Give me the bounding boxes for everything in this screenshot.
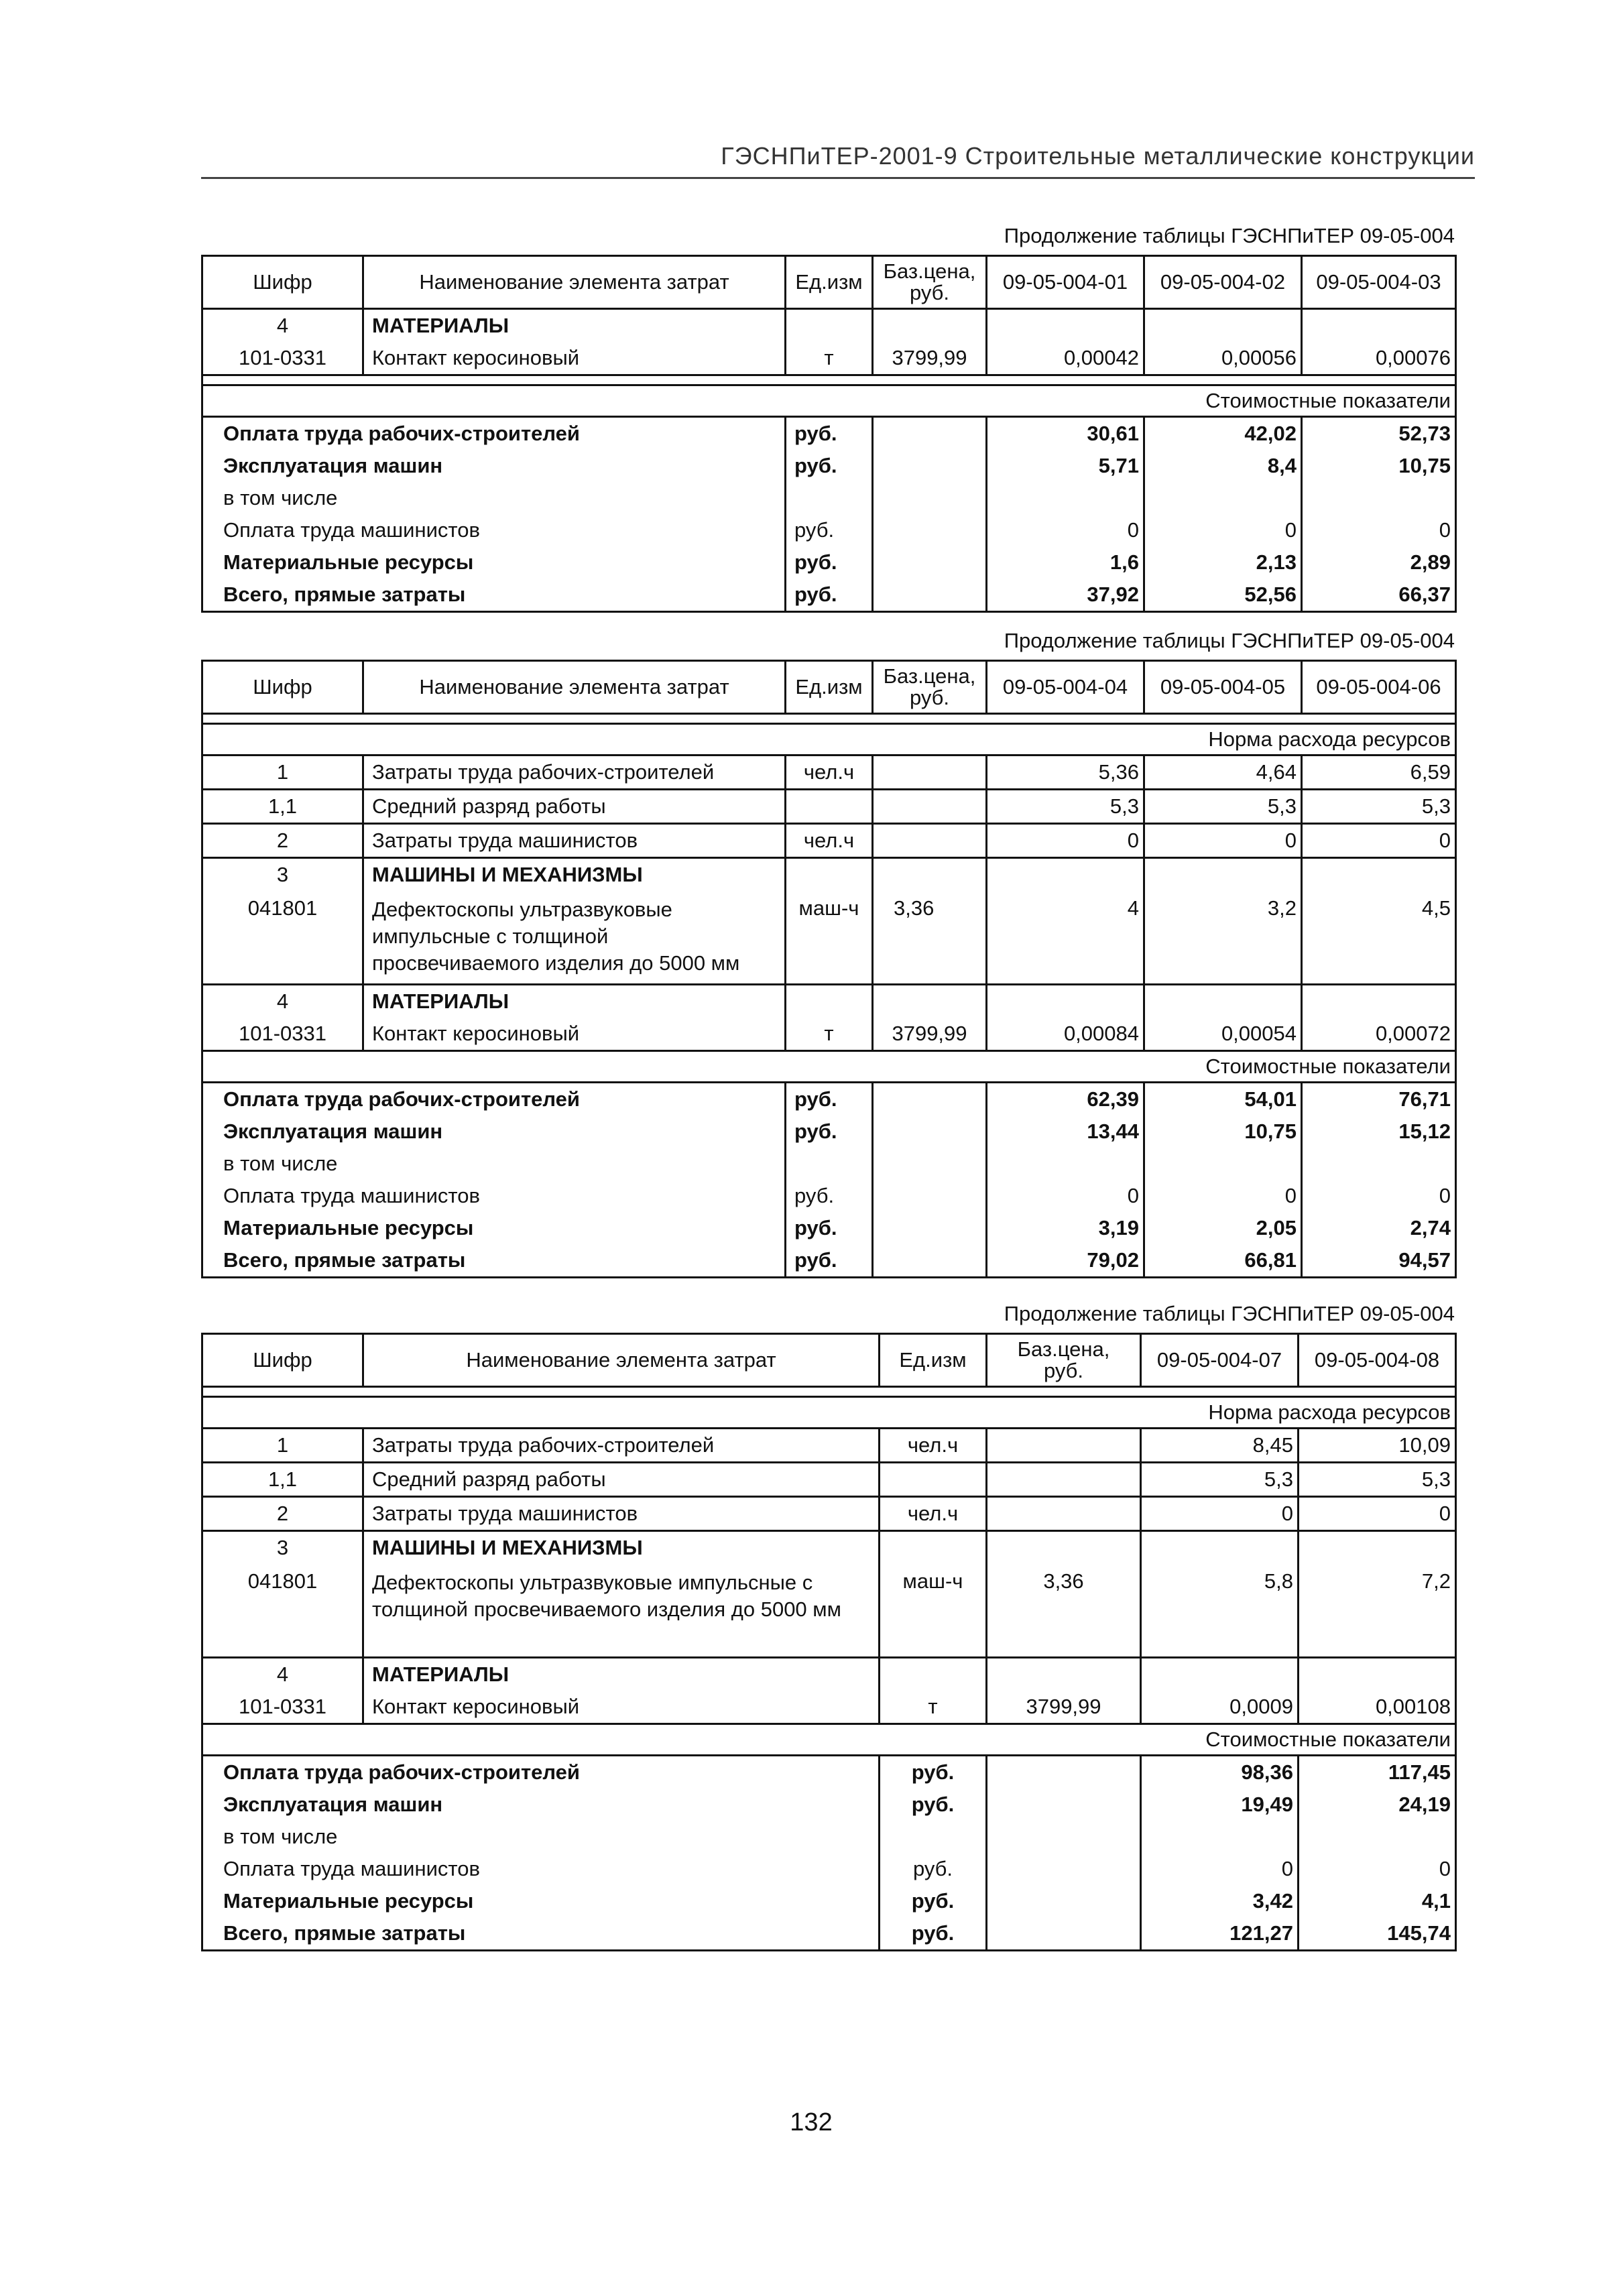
cost-row (202, 1148, 1456, 1180)
cost-name: Материальные ресурсы (202, 546, 786, 579)
cost-row (202, 579, 1456, 612)
row-code: 2 (202, 824, 363, 858)
col-header-shifr: Шифр (202, 1334, 363, 1387)
row-value: 0 (1141, 1497, 1299, 1531)
row-code: 101-0331 (202, 1018, 363, 1051)
col-header-code: 09-05-004-02 (1144, 256, 1302, 309)
cost-unit (786, 482, 873, 514)
cost-value: 3,42 (1141, 1885, 1299, 1917)
row-code: 101-0331 (202, 1691, 363, 1724)
spacer-row (202, 714, 1456, 724)
cost-row (202, 417, 1456, 450)
row-code: 4 (202, 309, 363, 343)
table-row (202, 891, 1456, 985)
row-value: 5,3 (1144, 790, 1302, 824)
cost-price (873, 1115, 987, 1148)
row-code: 1 (202, 1429, 363, 1463)
table-row (202, 1497, 1456, 1531)
col-header-code: 09-05-004-07 (1141, 1334, 1299, 1387)
cost-value: 0 (1141, 1853, 1299, 1885)
cost-value (1302, 482, 1456, 514)
row-value: 5,8 (1141, 1564, 1299, 1658)
resource-norm-label: Норма расхода ресурсов (202, 1397, 1456, 1429)
col-header-code: 09-05-004-03 (1302, 256, 1456, 309)
row-price (987, 1497, 1141, 1531)
col-header-code: 09-05-004-04 (987, 661, 1144, 714)
cost-row (202, 1212, 1456, 1244)
cost-name: Всего, прямые затраты (202, 579, 786, 612)
row-unit (786, 309, 873, 343)
row-price (873, 985, 987, 1018)
row-value (1144, 858, 1302, 892)
row-code: 1,1 (202, 790, 363, 824)
cost-indicators-label: Стоимостные показатели (202, 1724, 1456, 1756)
page-number: 132 (790, 2108, 833, 2136)
cost-value: 52,73 (1302, 417, 1456, 450)
cost-name: Всего, прямые затраты (202, 1917, 880, 1951)
cost-value: 0 (1144, 514, 1302, 546)
cost-name: Оплата труда рабочих-строителей (202, 1756, 880, 1789)
cost-value: 145,74 (1299, 1917, 1456, 1951)
cost-value: 4,1 (1299, 1885, 1456, 1917)
row-name: МАТЕРИАЛЫ (363, 309, 786, 343)
cost-value: 117,45 (1299, 1756, 1456, 1789)
row-name: Контакт керосиновый (363, 1691, 880, 1724)
col-header-code: 09-05-004-08 (1299, 1334, 1456, 1387)
cost-name: Оплата труда машинистов (202, 1180, 786, 1212)
cost-unit: руб. (786, 1083, 873, 1116)
row-unit (786, 985, 873, 1018)
row-value (987, 985, 1144, 1018)
row-value (1141, 1531, 1299, 1565)
header-rule (201, 177, 1475, 179)
row-value (1302, 858, 1456, 892)
row-unit: т (880, 1691, 987, 1724)
cost-row (202, 1244, 1456, 1278)
row-value: 7,2 (1299, 1564, 1456, 1658)
row-value: 3,2 (1144, 891, 1302, 985)
cost-value: 1,6 (987, 546, 1144, 579)
row-value (1302, 309, 1456, 343)
row-value (1302, 985, 1456, 1018)
row-value (1299, 1658, 1456, 1691)
table-row (202, 858, 1456, 892)
table-caption: Продолжение таблицы ГЭСНПиТЕР 09-05-004 (1004, 629, 1455, 652)
cost-value: 0 (1299, 1853, 1456, 1885)
cost-value: 5,71 (987, 450, 1144, 482)
cost-value: 0 (1302, 1180, 1456, 1212)
row-price (987, 1429, 1141, 1463)
row-unit: маш-ч (880, 1564, 987, 1658)
row-price (873, 858, 987, 892)
row-value: 10,09 (1299, 1429, 1456, 1463)
col-header-name: Наименование элемента затрат (363, 256, 786, 309)
cost-row (202, 1789, 1456, 1821)
row-unit: чел.ч (880, 1497, 987, 1531)
cost-value: 0 (987, 514, 1144, 546)
row-price: 3799,99 (987, 1691, 1141, 1724)
row-value: 0,00042 (987, 342, 1144, 375)
col-header-price: Баз.цена, руб. (873, 256, 987, 309)
table-row (202, 342, 1456, 375)
row-unit: чел.ч (880, 1429, 987, 1463)
cost-value: 76,71 (1302, 1083, 1456, 1116)
row-price (873, 790, 987, 824)
cost-price (873, 579, 987, 612)
cost-unit: руб. (880, 1853, 987, 1885)
table-row (202, 790, 1456, 824)
row-code: 4 (202, 1658, 363, 1691)
row-value (987, 858, 1144, 892)
row-code: 101-0331 (202, 342, 363, 375)
cost-value: 98,36 (1141, 1756, 1299, 1789)
col-header-price: Баз.цена, руб. (987, 1334, 1141, 1387)
row-name: Контакт керосиновый (363, 342, 786, 375)
row-price (987, 1531, 1141, 1565)
row-value: 0,00076 (1302, 342, 1456, 375)
row-name: Затраты труда рабочих-строителей (363, 756, 786, 790)
cost-name: Оплата труда рабочих-строителей (202, 1083, 786, 1116)
cost-unit: руб. (880, 1917, 987, 1951)
cost-name: в том числе (202, 1148, 786, 1180)
row-code: 1 (202, 756, 363, 790)
cost-value (1144, 1148, 1302, 1180)
cost-row (202, 482, 1456, 514)
row-price (873, 309, 987, 343)
row-value: 0,00056 (1144, 342, 1302, 375)
spacer-row (202, 375, 1456, 385)
table-row (202, 1658, 1456, 1691)
row-unit (880, 1463, 987, 1497)
cost-name: в том числе (202, 482, 786, 514)
row-code: 041801 (202, 1564, 363, 1658)
cost-price (987, 1853, 1141, 1885)
row-value: 4,64 (1144, 756, 1302, 790)
row-unit: т (786, 1018, 873, 1051)
table-row (202, 824, 1456, 858)
row-value: 5,3 (1302, 790, 1456, 824)
cost-value (987, 482, 1144, 514)
row-value: 5,36 (987, 756, 1144, 790)
cost-price (987, 1821, 1141, 1853)
cost-row (202, 546, 1456, 579)
cost-unit: руб. (880, 1756, 987, 1789)
row-value: 0 (1302, 824, 1456, 858)
table-row (202, 1564, 1456, 1658)
row-value: 5,3 (1299, 1463, 1456, 1497)
table-row (202, 1531, 1456, 1565)
col-header-name: Наименование элемента затрат (363, 1334, 880, 1387)
row-code: 4 (202, 985, 363, 1018)
cost-price (873, 450, 987, 482)
row-unit: т (786, 342, 873, 375)
cost-name: в том числе (202, 1821, 880, 1853)
cost-unit: руб. (880, 1789, 987, 1821)
row-name: Контакт керосиновый (363, 1018, 786, 1051)
col-header-shifr: Шифр (202, 661, 363, 714)
section-row (202, 1397, 1456, 1429)
cost-price (873, 482, 987, 514)
section-row (202, 724, 1456, 756)
row-price (987, 1463, 1141, 1497)
col-header-code: 09-05-004-06 (1302, 661, 1456, 714)
table-row (202, 1429, 1456, 1463)
cost-value: 52,56 (1144, 579, 1302, 612)
row-value (1144, 985, 1302, 1018)
row-name: Затраты труда машинистов (363, 824, 786, 858)
row-value (987, 309, 1144, 343)
col-header-unit: Ед.изм (786, 661, 873, 714)
cost-row (202, 1917, 1456, 1951)
row-value: 5,3 (987, 790, 1144, 824)
cost-value: 62,39 (987, 1083, 1144, 1116)
table-caption: Продолжение таблицы ГЭСНПиТЕР 09-05-004 (1004, 1302, 1455, 1325)
row-value: 0 (1299, 1497, 1456, 1531)
cost-name: Эксплуатация машин (202, 1789, 880, 1821)
cost-row (202, 514, 1456, 546)
table-row (202, 985, 1456, 1018)
cost-price (873, 1180, 987, 1212)
row-price: 3,36 (873, 891, 987, 985)
row-value: 0,0009 (1141, 1691, 1299, 1724)
cost-price (987, 1789, 1141, 1821)
table-row (202, 309, 1456, 343)
row-value: 4 (987, 891, 1144, 985)
cost-unit: руб. (786, 1180, 873, 1212)
cost-price (873, 1212, 987, 1244)
cost-unit: руб. (786, 546, 873, 579)
row-name: МАШИНЫ И МЕХАНИЗМЫ (363, 858, 786, 892)
row-code: 3 (202, 858, 363, 892)
document-header: ГЭСНПиТЕР-2001-9 Строительные металлические конструкции (721, 142, 1475, 170)
row-value: 0,00084 (987, 1018, 1144, 1051)
cost-name: Оплата труда рабочих-строителей (202, 417, 786, 450)
cost-unit: руб. (786, 1212, 873, 1244)
section-row (202, 385, 1456, 417)
cost-value (1302, 1148, 1456, 1180)
cost-unit (786, 1148, 873, 1180)
row-name: МАТЕРИАЛЫ (363, 985, 786, 1018)
norms-table-1 (201, 255, 1457, 613)
cost-indicators-label: Стоимостные показатели (202, 1051, 1456, 1083)
row-code: 2 (202, 1497, 363, 1531)
table-row (202, 1018, 1456, 1051)
col-header-code: 09-05-004-05 (1144, 661, 1302, 714)
cost-row (202, 1180, 1456, 1212)
section-row (202, 1051, 1456, 1083)
cost-price (873, 1148, 987, 1180)
row-code: 3 (202, 1531, 363, 1565)
cost-value: 8,4 (1144, 450, 1302, 482)
row-unit (880, 1531, 987, 1565)
row-value: 0,00054 (1144, 1018, 1302, 1051)
row-price (987, 1658, 1141, 1691)
row-name: Средний разряд работы (363, 1463, 880, 1497)
table-row (202, 756, 1456, 790)
cost-value (1144, 482, 1302, 514)
cost-value: 0 (1144, 1180, 1302, 1212)
cost-row (202, 1083, 1456, 1116)
cost-row (202, 1756, 1456, 1789)
cost-value: 66,37 (1302, 579, 1456, 612)
cost-value: 42,02 (1144, 417, 1302, 450)
row-name: Затраты труда рабочих-строителей (363, 1429, 880, 1463)
cost-price (987, 1756, 1141, 1789)
cost-value: 0 (987, 1180, 1144, 1212)
row-name: Дефектоскопы ультразвуковые импульсные с толщиной просвечиваемого изделия до 5000 мм (363, 1564, 880, 1658)
row-value (1144, 309, 1302, 343)
cost-name: Материальные ресурсы (202, 1212, 786, 1244)
row-value: 6,59 (1302, 756, 1456, 790)
row-value: 8,45 (1141, 1429, 1299, 1463)
cost-value: 10,75 (1302, 450, 1456, 482)
cost-name: Эксплуатация машин (202, 450, 786, 482)
cost-indicators-label: Стоимостные показатели (202, 385, 1456, 417)
cost-value: 54,01 (1144, 1083, 1302, 1116)
row-name: Средний разряд работы (363, 790, 786, 824)
norms-table-3 (201, 1333, 1457, 1951)
row-unit (880, 1658, 987, 1691)
cost-price (873, 514, 987, 546)
row-value (1141, 1658, 1299, 1691)
cost-value: 30,61 (987, 417, 1144, 450)
row-unit: маш-ч (786, 891, 873, 985)
table-header-row (202, 661, 1456, 714)
cost-value: 94,57 (1302, 1244, 1456, 1278)
table-row (202, 1463, 1456, 1497)
cost-value: 121,27 (1141, 1917, 1299, 1951)
row-price (873, 756, 987, 790)
table-row (202, 1691, 1456, 1724)
row-code: 041801 (202, 891, 363, 985)
row-price: 3799,99 (873, 342, 987, 375)
row-price (873, 824, 987, 858)
cost-value: 79,02 (987, 1244, 1144, 1278)
col-header-unit: Ед.изм (880, 1334, 987, 1387)
cost-unit: руб. (786, 579, 873, 612)
cost-name: Всего, прямые затраты (202, 1244, 786, 1278)
cost-value: 15,12 (1302, 1115, 1456, 1148)
cost-row (202, 1821, 1456, 1853)
norms-table-2 (201, 660, 1457, 1278)
cost-unit: руб. (786, 417, 873, 450)
cost-value (1299, 1821, 1456, 1853)
row-value (1299, 1531, 1456, 1565)
cost-price (987, 1917, 1141, 1951)
cost-price (873, 417, 987, 450)
resource-norm-label: Норма расхода ресурсов (202, 724, 1456, 756)
table-header-row (202, 256, 1456, 309)
cost-row (202, 1885, 1456, 1917)
cost-unit (880, 1821, 987, 1853)
cost-value: 24,19 (1299, 1789, 1456, 1821)
cost-unit: руб. (786, 1244, 873, 1278)
row-price: 3799,99 (873, 1018, 987, 1051)
row-value: 5,3 (1141, 1463, 1299, 1497)
cost-name: Материальные ресурсы (202, 1885, 880, 1917)
cost-name: Эксплуатация машин (202, 1115, 786, 1148)
row-name: Дефектоскопы ультразвуковые импульсные с толщиной просвечиваемого изделия до 5000 мм (363, 891, 786, 985)
cost-value: 2,05 (1144, 1212, 1302, 1244)
table-caption: Продолжение таблицы ГЭСНПиТЕР 09-05-004 (1004, 224, 1455, 247)
cost-value (987, 1148, 1144, 1180)
cost-row (202, 450, 1456, 482)
cost-value: 10,75 (1144, 1115, 1302, 1148)
col-header-shifr: Шифр (202, 256, 363, 309)
row-unit (786, 858, 873, 892)
row-code: 1,1 (202, 1463, 363, 1497)
cost-value: 3,19 (987, 1212, 1144, 1244)
row-name: Затраты труда машинистов (363, 1497, 880, 1531)
row-value: 0,00072 (1302, 1018, 1456, 1051)
col-header-price: Баз.цена, руб. (873, 661, 987, 714)
cost-unit: руб. (786, 1115, 873, 1148)
row-value: 0 (987, 824, 1144, 858)
cost-value: 37,92 (987, 579, 1144, 612)
cost-value (1141, 1821, 1299, 1853)
cost-value: 66,81 (1144, 1244, 1302, 1278)
cost-name: Оплата труда машинистов (202, 1853, 880, 1885)
row-name: МАШИНЫ И МЕХАНИЗМЫ (363, 1531, 880, 1565)
cost-name: Оплата труда машинистов (202, 514, 786, 546)
cost-row (202, 1115, 1456, 1148)
row-price: 3,36 (987, 1564, 1141, 1658)
row-value: 0 (1144, 824, 1302, 858)
row-unit: чел.ч (786, 756, 873, 790)
cost-value: 13,44 (987, 1115, 1144, 1148)
cost-unit: руб. (786, 450, 873, 482)
col-header-code: 09-05-004-01 (987, 256, 1144, 309)
col-header-name: Наименование элемента затрат (363, 661, 786, 714)
cost-value: 2,74 (1302, 1212, 1456, 1244)
row-unit (786, 790, 873, 824)
col-header-unit: Ед.изм (786, 256, 873, 309)
cost-price (873, 1244, 987, 1278)
section-row (202, 1724, 1456, 1756)
row-unit: чел.ч (786, 824, 873, 858)
cost-price (987, 1885, 1141, 1917)
row-name: МАТЕРИАЛЫ (363, 1658, 880, 1691)
cost-value: 0 (1302, 514, 1456, 546)
spacer-row (202, 1387, 1456, 1397)
cost-value: 19,49 (1141, 1789, 1299, 1821)
row-value: 0,00108 (1299, 1691, 1456, 1724)
row-value: 4,5 (1302, 891, 1456, 985)
cost-row (202, 1853, 1456, 1885)
table-header-row (202, 1334, 1456, 1387)
cost-price (873, 1083, 987, 1116)
cost-value: 2,89 (1302, 546, 1456, 579)
cost-unit: руб. (786, 514, 873, 546)
cost-unit: руб. (880, 1885, 987, 1917)
cost-value: 2,13 (1144, 546, 1302, 579)
cost-price (873, 546, 987, 579)
